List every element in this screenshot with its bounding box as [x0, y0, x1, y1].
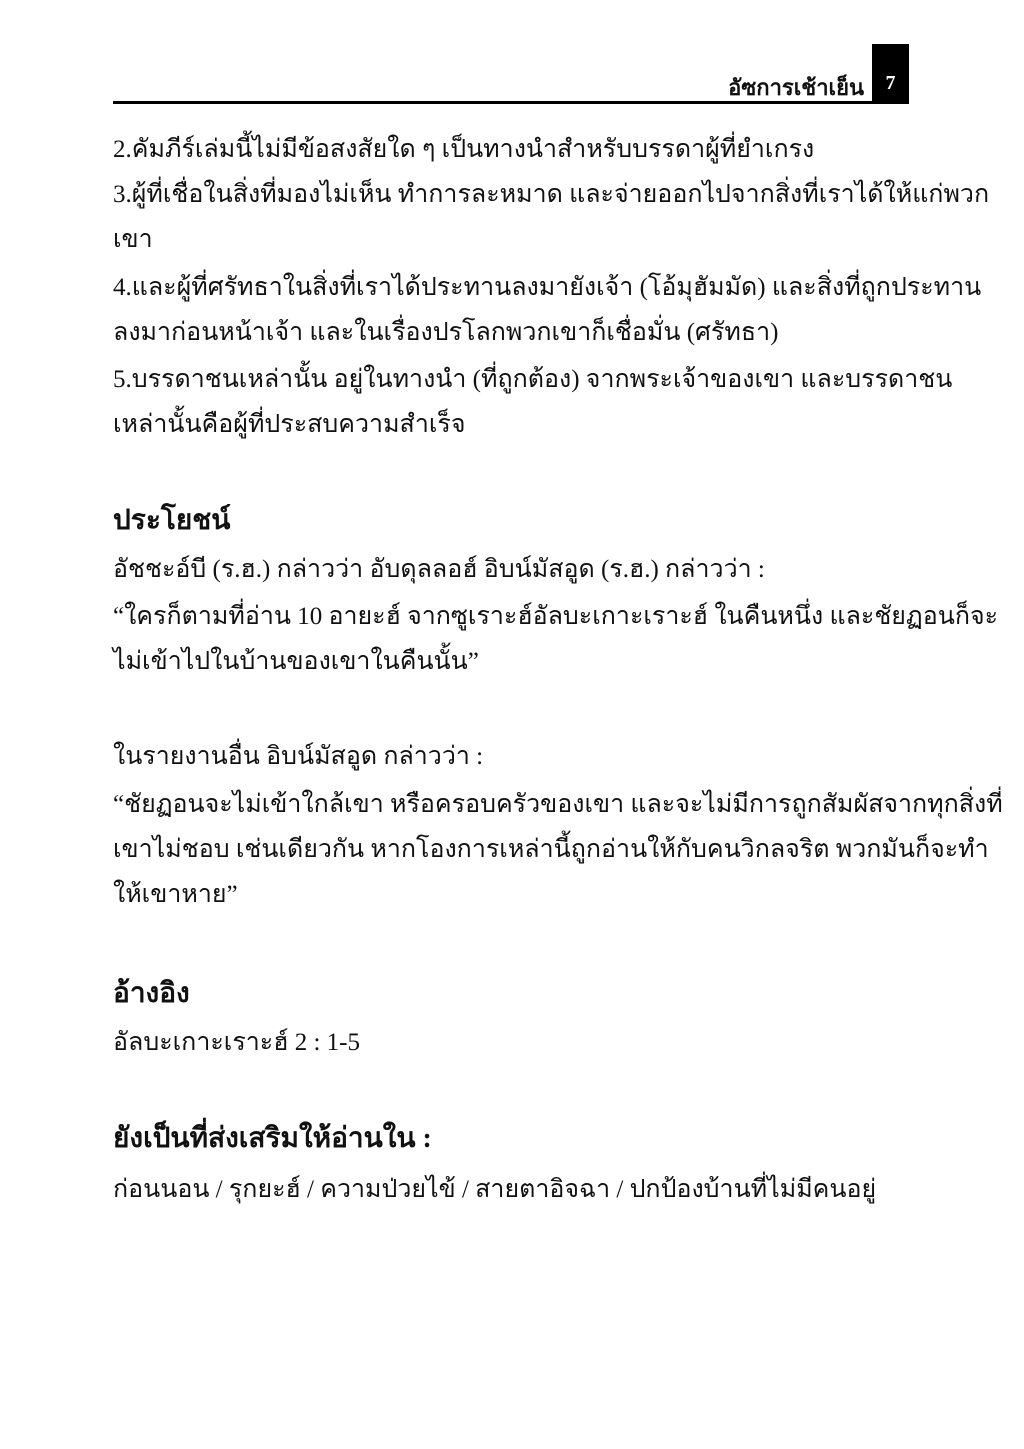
benefit-line: เขาไม่ชอบ เช่นเดียวกัน หากโองการเหล่านี้ถูกอ่านให้กับคนวิกลจริต พวกมันก็จะทำ [113, 836, 989, 863]
verse-line: ลงมาก่อนหน้าเจ้า และในเรื่องปรโลกพวกเขาก็เชื่อมั่น (ศรัทธา) [113, 319, 779, 346]
verse-line: 2.คัมภีร์เล่มนี้ไม่มีข้อสงสัยใด ๆ เป็นทางนำสำหรับบรรดาผู้ที่ยำเกรง [113, 136, 815, 163]
page-number: 7 [885, 72, 896, 94]
benefit-line: ไม่เข้าไปในบ้านของเขาในคืนนั้น” [113, 648, 479, 675]
benefit-line: “ใครก็ตามที่อ่าน 10 อายะฮ์ จากซูเราะฮ์อัลบะเกาะเราะฮ์ ในคืนหนึ่ง และชัยฏอนก็จะ [113, 603, 999, 630]
verse-line: 5.บรรดาชนเหล่านั้น อยู่ในทางนำ (ที่ถูกต้อง) จากพระเจ้าของเขา และบรรดาชน [113, 366, 953, 393]
benefit-line: “ชัยฏอนจะไม่เข้าใกล้เขา หรือครอบครัวของเขา และจะไม่มีการถูกสัมผัสจากทุกสิ่งที่ [113, 791, 1003, 818]
benefit-heading: ประโยชน์ [113, 505, 231, 536]
verse-line: เขา [113, 226, 153, 253]
recommended-text: ก่อนนอน / รุกยะฮ์ / ความป่วยไข้ / สายตาอิจฉา / ปกป้องบ้านที่ไม่มีคนอยู่ [113, 1176, 877, 1203]
running-header-title: อัซการเช้าเย็น [728, 75, 864, 100]
header-rule [113, 101, 909, 104]
verse-line: 3.ผู้ที่เชื่อในสิ่งที่มองไม่เห็น ทำการละหมาด และจ่ายออกไปจากสิ่งที่เราได้ให้แก่พวก [113, 181, 990, 208]
reference-heading: อ้างอิง [113, 978, 190, 1009]
benefit-line: ให้เขาหาย” [113, 881, 238, 908]
benefit-line: ในรายงานอื่น อิบน์มัสอูด กล่าวว่า : [113, 743, 484, 770]
page-number-box [872, 44, 909, 103]
recommended-heading: ยังเป็นที่ส่งเสริมให้อ่านใน : [113, 1123, 432, 1154]
verse-line: เหล่านั้นคือผู้ที่ประสบความสำเร็จ [113, 411, 466, 438]
verse-line: 4.และผู้ที่ศรัทธาในสิ่งที่เราได้ประทานลงมายังเจ้า (โอ้มุฮัมมัด) และสิ่งที่ถูกประทาน [113, 274, 982, 301]
benefit-line: อัชชะอ์บี (ร.ฮ.) กล่าวว่า อับดุลลอฮ์ อิบน์มัสอูด (ร.ฮ.) กล่าวว่า : [113, 556, 765, 583]
reference-text: อัลบะเกาะเราะฮ์ 2 : 1-5 [113, 1029, 360, 1056]
